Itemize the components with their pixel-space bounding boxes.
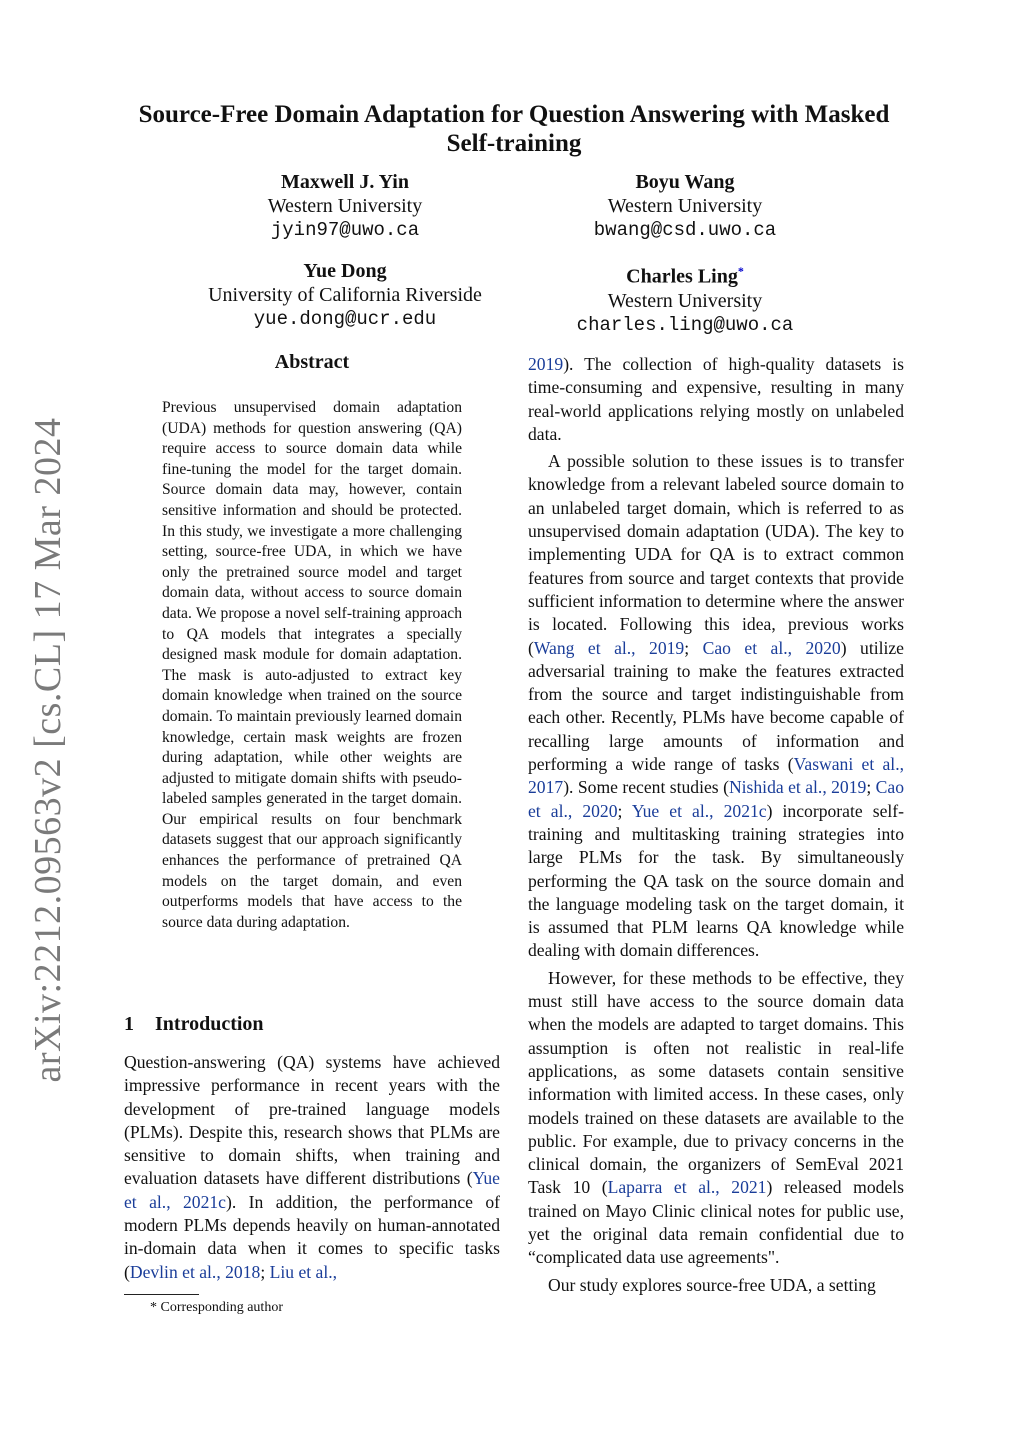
body-text: ). In addition, the performance of modern PLMs depends heavily on human-annotated in-domain data when it comes to specific tasks (: [124, 1191, 500, 1282]
footnote: * Corresponding author: [150, 1300, 283, 1315]
author-email[interactable]: charles.ling@uwo.ca: [576, 313, 794, 336]
paragraph: [528, 967, 904, 1270]
citation-link[interactable]: Wang et al., 2019: [533, 637, 685, 658]
author-affiliation: University of California Riverside: [208, 284, 482, 306]
corresponding-author-mark[interactable]: *: [737, 264, 744, 278]
body-text: ;: [684, 637, 703, 658]
author-email[interactable]: jyin97@uwo.ca: [270, 219, 420, 241]
author-name: Maxwell J. Yin: [281, 171, 409, 193]
author-block: [535, 259, 835, 337]
section-number: 1: [124, 1013, 134, 1035]
author-name: Charles Ling: [626, 265, 738, 288]
body-text: Our study explores source-free UDA, a setting: [548, 1274, 876, 1295]
body-text: ;: [260, 1261, 270, 1282]
citation-link[interactable]: Cao et al., 2020: [702, 637, 841, 658]
author-block: [195, 170, 495, 242]
author-name-line: [535, 259, 835, 289]
author-affiliation: Western University: [267, 195, 423, 217]
citation-link[interactable]: Vaswani et al., 2017: [528, 754, 904, 798]
body-text: Question-answering (QA) systems have achieved impressive performance in recent years with the development of pre-trained language models (PLMs). Despite this, research shows that PLMs are sensitive to domain shifts, when training and evaluation datasets have different distributions (: [124, 1052, 500, 1189]
citation-link[interactable]: Laparra et al., 2021: [607, 1177, 767, 1198]
author-email[interactable]: bwang@csd.uwo.ca: [593, 219, 777, 241]
body-text: ;: [617, 800, 632, 821]
section-title: Introduction: [155, 1013, 264, 1035]
author-block: [535, 170, 835, 242]
section-heading: [124, 1013, 504, 1036]
citation-link[interactable]: Nishida et al., 2019: [728, 777, 867, 798]
author-affiliation: Western University: [607, 289, 763, 312]
author-name: Yue Dong: [303, 260, 387, 282]
right-column: [528, 353, 904, 1301]
abstract-heading: Abstract: [274, 351, 350, 373]
citation-link[interactable]: Cao et al., 2020: [528, 777, 904, 821]
abstract-text: Previous unsupervised domain adaptation (UDA) methods for question answering (QA) require access to source domain data while fine-tuning the model for the target domain. Source domain data may, however, contain sensitive information and should be protected. In this study, we investigate a more challenging setting, source-free UDA, in which we have only the pretrained source model and target domain data, without access to source domain data. We propose a novel self-training approach to QA models that integrates a specially designed mask module for domain adaptation. The mask is auto-adjusted to extract key domain knowledge when trained on the source domain. To maintain previously learned domain knowledge, certain mask weights are frozen during adaptation, while other weights are adjusted to mitigate domain shifts with pseudo-labeled samples generated in the target domain. Our empirical results on four benchmark datasets suggest that our approach significantly enhances the performance of pretrained QA models on the target domain, and even outperforms models that have access to the source data during adaptation.: [162, 399, 462, 931]
paper-title: Source-Free Domain Adaptation for Question Answering with Masked Self-training: [138, 101, 890, 157]
body-text: ) released models trained on Mayo Clinic clinical notes for public use, yet the original data remain confidential due to “complicated data use agreements".: [528, 1177, 904, 1268]
paragraph: [528, 353, 904, 446]
body-text: However, for these methods to be effective, they must still have access to the source domain data when the models are adapted to target domains. This assumption is often not realistic in real-life applications, as some datasets contain sensitive information with limited access. In these cases, only models trained on these datasets are available to the public. For example, due to privacy concerns in the clinical domain, the organizers of SemEval 2021 Task 10 (: [528, 967, 904, 1198]
body-text: ) utilize adversarial training to make the features extracted from the source and target indistinguishable from each other. Recently, PLMs have become capable of recalling large amounts of information and performing a wide range of tasks (: [528, 637, 904, 775]
author-block: [195, 259, 495, 331]
citation-link[interactable]: Yue et al., 2021c: [124, 1168, 500, 1212]
body-text: ) incorporate self-training and multitasking training strategies into large PLMs for the task. By simultaneously performing the QA task on the source domain and the language modeling task on the target domain, it is assumed that PLM learns QA knowledge while dealing with domain differences.: [528, 800, 904, 961]
citation-link[interactable]: Yue et al., 2021c: [631, 800, 767, 821]
paragraph: [528, 450, 904, 963]
body-text: ). Some recent studies (: [563, 777, 729, 798]
intro-paragraph: [124, 1051, 500, 1284]
footnote-rule: [124, 1294, 199, 1295]
author-email[interactable]: yue.dong@ucr.edu: [253, 308, 437, 330]
body-text: ;: [866, 777, 876, 798]
author-name: Boyu Wang: [635, 171, 735, 193]
author-affiliation: Western University: [607, 195, 763, 217]
body-text: ). The collection of high-quality datasets is time-consuming and expensive, resulting in many real-world applications relying mostly on unlabeled data.: [528, 354, 904, 444]
paragraph: [528, 1274, 904, 1297]
citation-link[interactable]: Devlin et al., 2018: [129, 1261, 261, 1282]
citation-link[interactable]: Liu et al.,: [269, 1261, 338, 1282]
body-text: A possible solution to these issues is to transfer knowledge from a relevant labeled source domain to an unlabeled target domain, which is referred to as unsupervised domain adaptation (UDA). The key to implementing UDA for QA is to extract common features from source and target contexts that provide sufficient information to determine where the answer is located. Following this idea, previous works (: [528, 451, 904, 658]
arxiv-identifier: arXiv:2212.09563v2 [cs.CL] 17 Mar 2024: [27, 417, 69, 1083]
citation-link[interactable]: 2019: [528, 354, 564, 374]
